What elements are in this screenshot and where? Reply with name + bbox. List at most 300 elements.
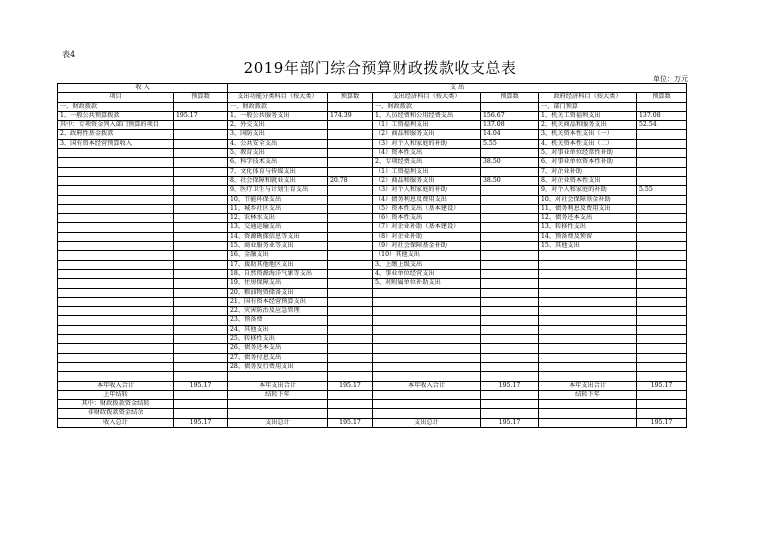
amount-cell: 156.67 — [481, 111, 539, 120]
amount-cell — [328, 232, 373, 241]
amount-cell — [481, 307, 539, 316]
amount-cell — [328, 269, 373, 278]
amount-cell: 137.08 — [481, 121, 539, 130]
item-cell: 17、援助其他地区支出 — [228, 260, 328, 269]
amount-cell — [637, 316, 687, 325]
amount-cell — [637, 390, 687, 399]
amount-cell — [174, 102, 228, 111]
amount-cell: 52.54 — [637, 121, 687, 130]
table-row — [58, 130, 687, 139]
item-cell — [373, 288, 481, 297]
total-row — [58, 390, 687, 399]
amount-cell — [637, 362, 687, 371]
item-cell: 4、机关资本性支出（二） — [539, 139, 637, 148]
table-row — [58, 288, 687, 297]
item-cell: 2、机关商品和服务支出 — [539, 121, 637, 130]
item-cell — [58, 297, 174, 306]
table-row — [58, 158, 687, 167]
item-cell: 一、财政拨款 — [58, 102, 174, 111]
item-cell — [373, 362, 481, 371]
amount-cell — [328, 121, 373, 130]
table-row — [58, 214, 687, 223]
item-cell: 5、对附属单位补助支出 — [373, 279, 481, 288]
amount-cell — [174, 204, 228, 213]
table-row — [58, 111, 687, 120]
amount-cell — [481, 223, 539, 232]
item-cell: 8、社会保障和就业支出 — [228, 176, 328, 185]
amount-cell — [481, 251, 539, 260]
amount-cell — [174, 176, 228, 185]
item-cell — [539, 335, 637, 344]
amount-cell — [328, 102, 373, 111]
item-cell — [539, 344, 637, 353]
item-cell: 支出总计 — [228, 418, 328, 427]
amount-cell — [174, 195, 228, 204]
amount-cell — [174, 316, 228, 325]
item-cell: 8、对企业资本性支出 — [539, 176, 637, 185]
item-cell — [58, 353, 174, 362]
amount-cell — [328, 158, 373, 167]
amount-cell — [481, 400, 539, 409]
item-cell: 1、机关工资福利支出 — [539, 111, 637, 120]
amount-cell: 137.08 — [637, 111, 687, 120]
amount-cell — [174, 409, 228, 418]
item-cell — [539, 316, 637, 325]
amount-cell — [637, 149, 687, 158]
table-number-label: 表4 — [62, 50, 76, 59]
item-cell — [373, 325, 481, 334]
amount-cell — [328, 400, 373, 409]
item-cell — [58, 214, 174, 223]
item-cell: 11、债务利息及费用支出 — [539, 204, 637, 213]
item-cell: 5、教育支出 — [228, 149, 328, 158]
item-cell: 本年收入合计 — [373, 381, 481, 390]
page-title: 2019年部门综合预算财政拨款收支总表 — [243, 59, 517, 77]
amount-cell — [328, 223, 373, 232]
item-cell — [539, 325, 637, 334]
amount-cell — [174, 158, 228, 167]
item-cell — [58, 288, 174, 297]
amount-cell — [174, 223, 228, 232]
item-cell — [539, 279, 637, 288]
amount-cell: 20.78 — [328, 176, 373, 185]
amount-cell — [637, 223, 687, 232]
item-cell — [539, 400, 637, 409]
amount-cell — [174, 344, 228, 353]
amount-cell: 174.39 — [328, 111, 373, 120]
item-cell — [373, 335, 481, 344]
item-cell: 14、资源勘探信息等支出 — [228, 232, 328, 241]
item-cell: （2）商品和服务支出 — [373, 130, 481, 139]
item-cell — [373, 390, 481, 399]
table-row — [58, 102, 687, 111]
item-cell: 3、上缴上级支出 — [373, 260, 481, 269]
amount-cell — [174, 390, 228, 399]
amount-cell — [481, 325, 539, 334]
amount-cell — [328, 353, 373, 362]
table-row — [58, 223, 687, 232]
total-row — [58, 400, 687, 409]
item-cell — [373, 307, 481, 316]
amount-cell — [637, 288, 687, 297]
amount-cell — [174, 372, 228, 381]
amount-cell — [328, 344, 373, 353]
amount-cell — [328, 260, 373, 269]
item-cell — [58, 167, 174, 176]
table-row — [58, 316, 687, 325]
item-cell: 一、财政拨款 — [228, 102, 328, 111]
item-cell — [58, 307, 174, 316]
item-cell — [539, 288, 637, 297]
item-cell — [228, 400, 328, 409]
item-cell — [58, 251, 174, 260]
table-row — [58, 242, 687, 251]
amount-cell — [481, 214, 539, 223]
item-cell: 9、医疗卫生与计划生育支出 — [228, 186, 328, 195]
amount-cell — [637, 372, 687, 381]
table-row — [58, 335, 687, 344]
total-row — [58, 381, 687, 390]
item-cell: 4、公共安全支出 — [228, 139, 328, 148]
item-cell: （1）工资福利支出 — [373, 121, 481, 130]
amount-cell — [481, 390, 539, 399]
item-cell: 其中：专项资金列入部门预算的项目 — [58, 121, 174, 130]
table-row — [58, 269, 687, 278]
item-cell: 3、国防支出 — [228, 130, 328, 139]
amount-cell — [637, 176, 687, 185]
table-row — [58, 139, 687, 148]
amount-cell — [637, 269, 687, 278]
item-cell: 4、事业单位经营支出 — [373, 269, 481, 278]
amount-cell — [328, 316, 373, 325]
table-row — [58, 176, 687, 185]
table-row — [58, 344, 687, 353]
amount-cell — [637, 251, 687, 260]
amount-cell — [328, 130, 373, 139]
amount-cell — [481, 195, 539, 204]
item-cell — [539, 418, 637, 427]
amount-cell — [481, 288, 539, 297]
amount-cell — [174, 139, 228, 148]
amount-cell — [174, 335, 228, 344]
item-cell — [58, 335, 174, 344]
amount-cell — [174, 288, 228, 297]
total-row — [58, 418, 687, 427]
item-cell — [58, 316, 174, 325]
amount-cell — [637, 195, 687, 204]
expense-group-header: 支 出 — [228, 84, 687, 93]
item-cell — [539, 362, 637, 371]
item-cell — [373, 409, 481, 418]
item-cell: 3、国有资本经营预算收入 — [58, 139, 174, 148]
amount-cell — [481, 297, 539, 306]
col-header: 项目 — [58, 93, 174, 102]
item-cell: 1、人员经费和公用经费支出 — [373, 111, 481, 120]
amount-cell — [637, 353, 687, 362]
total-row — [58, 409, 687, 418]
item-cell — [539, 372, 637, 381]
item-cell — [539, 353, 637, 362]
amount-cell — [637, 214, 687, 223]
item-cell — [58, 242, 174, 251]
amount-cell — [328, 167, 373, 176]
item-cell: 非财政拨款资金结余 — [58, 409, 174, 418]
amount-cell — [481, 260, 539, 269]
item-cell — [373, 353, 481, 362]
amount-cell: 5.55 — [481, 139, 539, 148]
amount-cell — [637, 400, 687, 409]
amount-cell — [637, 307, 687, 316]
item-cell — [58, 269, 174, 278]
item-cell: 上年结转 — [58, 390, 174, 399]
table-row — [58, 372, 687, 381]
group-header-row — [58, 84, 687, 93]
item-cell: （1）工资福利支出 — [373, 167, 481, 176]
amount-cell — [481, 344, 539, 353]
item-cell: 13、交通运输支出 — [228, 223, 328, 232]
amount-cell — [481, 353, 539, 362]
amount-cell: 38.50 — [481, 158, 539, 167]
item-cell: 6、科学技术支出 — [228, 158, 328, 167]
item-cell: 收入总计 — [58, 418, 174, 427]
item-cell — [58, 232, 174, 241]
item-cell: 结转下年 — [228, 390, 328, 399]
amount-cell — [328, 149, 373, 158]
amount-cell — [637, 102, 687, 111]
item-cell — [58, 204, 174, 213]
amount-cell: 195.17 — [328, 418, 373, 427]
amount-cell — [174, 362, 228, 371]
amount-cell — [174, 130, 228, 139]
item-cell: 2、外交支出 — [228, 121, 328, 130]
amount-cell: 195.17 — [637, 418, 687, 427]
amount-cell — [481, 242, 539, 251]
item-cell — [58, 279, 174, 288]
amount-cell — [481, 279, 539, 288]
item-cell — [58, 158, 174, 167]
amount-cell — [481, 409, 539, 418]
item-cell: 15、其他支出 — [539, 242, 637, 251]
amount-cell — [174, 232, 228, 241]
amount-cell — [328, 372, 373, 381]
table-row — [58, 167, 687, 176]
item-cell — [228, 409, 328, 418]
amount-cell — [637, 139, 687, 148]
amount-cell — [328, 204, 373, 213]
amount-cell — [174, 260, 228, 269]
item-cell: 1、一般公共预算拨款 — [58, 111, 174, 120]
amount-cell — [174, 307, 228, 316]
item-cell: （2）商品和服务支出 — [373, 176, 481, 185]
amount-cell — [328, 307, 373, 316]
item-cell: 结转下年 — [539, 390, 637, 399]
item-cell: 3、机关资本性支出（一） — [539, 130, 637, 139]
amount-cell — [174, 269, 228, 278]
item-cell: （4）资本性支出 — [373, 149, 481, 158]
table-row — [58, 149, 687, 158]
table-row — [58, 279, 687, 288]
item-cell: 9、对个人和家庭的补助 — [539, 186, 637, 195]
amount-cell — [174, 149, 228, 158]
amount-cell — [174, 121, 228, 130]
table-row — [58, 362, 687, 371]
table-row — [58, 353, 687, 362]
amount-cell: 195.17 — [481, 381, 539, 390]
amount-cell: 195.17 — [174, 111, 228, 120]
item-cell: （6）资本性支出 — [373, 214, 481, 223]
amount-cell — [637, 279, 687, 288]
amount-cell — [637, 335, 687, 344]
amount-cell — [637, 167, 687, 176]
item-cell — [539, 269, 637, 278]
item-cell: 10、节能环保支出 — [228, 195, 328, 204]
item-cell: 5、对事业单位经常性补助 — [539, 149, 637, 158]
amount-cell — [174, 325, 228, 334]
amount-cell — [174, 186, 228, 195]
table-row — [58, 186, 687, 195]
col-header: 预算数 — [481, 93, 539, 102]
item-cell: 14、预备费及预留 — [539, 232, 637, 241]
amount-cell — [637, 242, 687, 251]
item-cell: 本年支出合计 — [228, 381, 328, 390]
amount-cell — [637, 297, 687, 306]
item-cell: 其中：财政拨款资金结转 — [58, 400, 174, 409]
item-cell — [58, 260, 174, 269]
amount-cell — [328, 325, 373, 334]
amount-cell — [174, 353, 228, 362]
amount-cell: 195.17 — [328, 381, 373, 390]
item-cell — [539, 260, 637, 269]
item-cell: 一、部门预算 — [539, 102, 637, 111]
amount-cell — [637, 344, 687, 353]
amount-cell — [481, 102, 539, 111]
item-cell: （7）对企业补助（基本建设） — [373, 223, 481, 232]
income-group-header: 收 入 — [58, 84, 228, 93]
item-cell: 1、一般公共服务支出 — [228, 111, 328, 120]
amount-cell — [481, 204, 539, 213]
item-cell: 24、其他支出 — [228, 325, 328, 334]
amount-cell: 14.04 — [481, 130, 539, 139]
amount-cell — [328, 362, 373, 371]
item-cell — [539, 251, 637, 260]
amount-cell — [481, 362, 539, 371]
item-cell: 11、城乡社区支出 — [228, 204, 328, 213]
item-cell: 7、对企业补助 — [539, 167, 637, 176]
item-cell: 18、自然资源海洋气象等支出 — [228, 269, 328, 278]
amount-cell — [328, 288, 373, 297]
amount-cell — [174, 214, 228, 223]
item-cell — [58, 223, 174, 232]
column-header-row — [58, 93, 687, 102]
item-cell: （3）对个人和家庭的补助 — [373, 139, 481, 148]
item-cell: 本年收入合计 — [58, 381, 174, 390]
amount-cell — [481, 149, 539, 158]
item-cell: （9）对社会保障基金补助 — [373, 242, 481, 251]
item-cell — [539, 297, 637, 306]
item-cell: 28、债务发行费用支出 — [228, 362, 328, 371]
table-row — [58, 232, 687, 241]
item-cell: 12、农林水支出 — [228, 214, 328, 223]
item-cell — [373, 297, 481, 306]
item-cell: （8）对企业补助 — [373, 232, 481, 241]
item-cell — [58, 344, 174, 353]
amount-cell: 38.50 — [481, 176, 539, 185]
amount-cell — [481, 232, 539, 241]
amount-cell — [481, 186, 539, 195]
amount-cell — [637, 409, 687, 418]
amount-cell — [637, 204, 687, 213]
item-cell: 16、金融支出 — [228, 251, 328, 260]
amount-cell — [481, 269, 539, 278]
item-cell — [373, 400, 481, 409]
item-cell: 10、对社会保障基金补助 — [539, 195, 637, 204]
amount-cell — [328, 139, 373, 148]
amount-cell — [637, 232, 687, 241]
amount-cell — [637, 158, 687, 167]
amount-cell: 5.55 — [637, 186, 687, 195]
item-cell — [58, 325, 174, 334]
amount-cell — [328, 214, 373, 223]
amount-cell: 195.17 — [174, 381, 228, 390]
item-cell: （4）债务利息及费用支出 — [373, 195, 481, 204]
item-cell — [58, 149, 174, 158]
item-cell — [58, 372, 174, 381]
amount-cell — [637, 325, 687, 334]
item-cell: 12、债务还本支出 — [539, 214, 637, 223]
item-cell: 支出总计 — [373, 418, 481, 427]
item-cell: 19、住房保障支出 — [228, 279, 328, 288]
item-cell: 2、政府性基金拨款 — [58, 130, 174, 139]
item-cell — [58, 176, 174, 185]
table-row — [58, 121, 687, 130]
item-cell — [58, 362, 174, 371]
amount-cell — [328, 390, 373, 399]
amount-cell — [174, 242, 228, 251]
amount-cell — [328, 335, 373, 344]
item-cell — [373, 316, 481, 325]
col-header: 政府经济科目（按大类） — [539, 93, 637, 102]
col-header: 支出功能分类科目（按大类） — [228, 93, 328, 102]
amount-cell — [328, 409, 373, 418]
item-cell — [373, 344, 481, 353]
item-cell: 23、预备费 — [228, 316, 328, 325]
amount-cell — [328, 279, 373, 288]
item-cell: （10）其他支出 — [373, 251, 481, 260]
amount-cell — [637, 260, 687, 269]
item-cell — [58, 186, 174, 195]
col-header: 预算数 — [328, 93, 373, 102]
item-cell: 本年支出合计 — [539, 381, 637, 390]
amount-cell: 195.17 — [637, 381, 687, 390]
item-cell: 25、转移性支出 — [228, 335, 328, 344]
amount-cell — [174, 279, 228, 288]
item-cell — [228, 372, 328, 381]
amount-cell — [328, 297, 373, 306]
item-cell — [373, 372, 481, 381]
item-cell: 7、文化体育与传媒支出 — [228, 167, 328, 176]
item-cell: 6、对事业单位资本性补助 — [539, 158, 637, 167]
amount-cell — [637, 130, 687, 139]
item-cell: （5）资本性支出（基本建设） — [373, 204, 481, 213]
table-row — [58, 297, 687, 306]
table-row — [58, 325, 687, 334]
budget-summary-table — [57, 83, 687, 428]
amount-cell: 195.17 — [174, 418, 228, 427]
item-cell: （3）对个人和家庭的补助 — [373, 186, 481, 195]
table-row — [58, 204, 687, 213]
amount-cell — [174, 297, 228, 306]
amount-cell — [481, 316, 539, 325]
